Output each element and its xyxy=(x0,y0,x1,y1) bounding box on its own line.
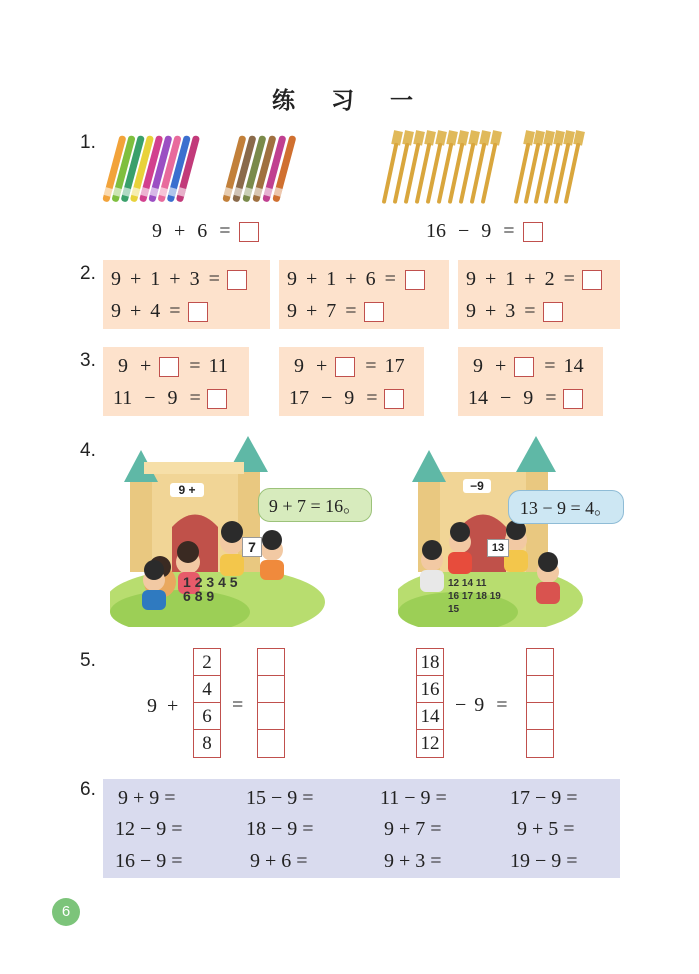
q4-right-held-card: 13 xyxy=(487,539,509,557)
q2-p1-line2 xyxy=(111,300,208,323)
q6-r2-c4: 9 + 5 = xyxy=(517,818,575,840)
q4-left-card: 8 xyxy=(194,588,203,604)
q4-left-card: 3 xyxy=(206,574,215,590)
q3-p1-l1-a: 9 xyxy=(118,355,128,377)
q2-p2-l1-t0: 9 xyxy=(287,268,297,290)
q2-p1-l1-t2: 1 xyxy=(150,268,161,290)
q2-p1-l2-t1: + xyxy=(130,300,142,322)
q3-p2-l2-b: 9 xyxy=(344,387,355,409)
q3-p2-l2-eq: = xyxy=(366,387,378,409)
q3-p1-l2-eq: = xyxy=(189,387,201,409)
q6-r2-c3: 9 + 7 = xyxy=(384,818,442,840)
q2-p1-l1-t1: + xyxy=(130,268,142,290)
q5-right-cell: 18 xyxy=(417,649,443,676)
q3-p2-l2-a: 17 xyxy=(289,387,309,409)
q2-p1-l1-t5: = xyxy=(208,268,220,290)
q2-p2-l1-answer-box[interactable] xyxy=(405,270,425,290)
q2-p1-l2-t3: = xyxy=(169,300,181,322)
q1-right-op: − xyxy=(458,220,470,242)
q5-left-cell: 2 xyxy=(194,649,220,676)
q4-left-card: 9 xyxy=(206,588,215,604)
q1-left-a: 9 xyxy=(152,220,162,242)
q4-left-card: 5 xyxy=(229,574,238,590)
q3-p3-l2-b: 9 xyxy=(523,387,534,409)
q2-p3-l1-answer-box[interactable] xyxy=(582,270,602,290)
q3-p2-line1 xyxy=(294,355,405,378)
q2-p3-l1-t5: = xyxy=(563,268,575,290)
q2-p1-line1 xyxy=(111,268,247,291)
q5-left-cell: 8 xyxy=(202,733,212,754)
q6-r1-c3: 11 − 9 = xyxy=(380,787,447,809)
q5-right-answer-cell[interactable] xyxy=(527,703,553,730)
q2-p2-l2-t0: 9 xyxy=(287,300,297,322)
q4-right-card: 11 xyxy=(475,578,487,589)
q3-p3-l2-op: − xyxy=(500,387,512,409)
q2-p3-l1-t3: + xyxy=(524,268,536,290)
q5-left-equals: = xyxy=(232,694,244,716)
q3-p3-l2-eq: = xyxy=(545,387,557,409)
q4-left-card: 4 xyxy=(218,574,226,590)
q2-p2-l1-t5: = xyxy=(384,268,396,290)
q5-left-a: 9 xyxy=(147,695,157,717)
q5-left-answer-cell[interactable] xyxy=(258,703,284,730)
q4-left-held-card: 7 xyxy=(242,537,262,557)
q3-p3-l1-a: 9 xyxy=(473,355,483,377)
q4-left-card: 6 xyxy=(183,588,191,604)
question-number-1: 1. xyxy=(80,132,96,153)
q4-left-card: 1 xyxy=(183,574,191,590)
q6-r3-c4: 19 − 9 = xyxy=(510,850,578,872)
q4-right-speech-bubble: 13 − 9 = 4。 xyxy=(508,490,624,524)
q2-p2-line2 xyxy=(287,300,384,323)
q4-right-card: 17 xyxy=(461,591,474,602)
q3-p1-l2-b: 9 xyxy=(167,387,178,409)
q4-left-speech-bubble: 9 + 7 = 16。 xyxy=(258,488,372,522)
question-number-5: 5. xyxy=(80,650,96,671)
q5-left-cell: 6 xyxy=(194,703,220,730)
q1-right-b: 9 xyxy=(481,220,492,242)
q5-right-b: 9 xyxy=(474,694,485,716)
q5-right-cell: 16 xyxy=(417,676,443,703)
q2-p1-l1-answer-box[interactable] xyxy=(227,270,247,290)
q5-left-answer-cell[interactable] xyxy=(258,730,284,757)
q3-p2-l2-answer-box[interactable] xyxy=(384,389,404,409)
q1-left-b: 6 xyxy=(197,220,208,242)
q2-p1-l2-t0: 9 xyxy=(111,300,121,322)
q6-r2-c1: 12 − 9 = xyxy=(115,818,183,840)
q4-right-castle-sign: −9 xyxy=(463,479,491,493)
q4-right-card: 19 xyxy=(489,591,501,602)
q5-left-cell: 4 xyxy=(194,676,220,703)
q5-left-column xyxy=(193,648,221,758)
q1-left-equals: = xyxy=(219,220,231,242)
q2-p3-l1-t1: + xyxy=(485,268,497,290)
q5-right-answer-cell[interactable] xyxy=(527,676,553,703)
q2-p2-l1-t4: 6 xyxy=(365,268,376,290)
question-number-3: 3. xyxy=(80,350,96,371)
q3-p1-l2-answer-box[interactable] xyxy=(207,389,227,409)
q2-p2-l2-answer-box[interactable] xyxy=(364,302,384,322)
page-title: 练 习 一 xyxy=(271,88,427,114)
q1-left-op: + xyxy=(174,220,186,242)
q2-p1-l1-t3: + xyxy=(169,268,181,290)
q3-p2-l2-op: − xyxy=(321,387,333,409)
q2-p2-l2-t2: 7 xyxy=(326,300,337,322)
q3-p1-l1-answer-box[interactable] xyxy=(159,357,179,377)
toothbrush xyxy=(511,130,535,204)
q6-r1-c1: 9 + 9 = xyxy=(118,787,176,809)
q6-r1-c4: 17 − 9 = xyxy=(510,787,578,809)
q2-p3-l2-t2: 3 xyxy=(505,300,516,322)
q3-p1-l1-result: 11 xyxy=(208,355,228,377)
q2-p2-l1-t1: + xyxy=(306,268,318,290)
q2-p1-l1-t4: 3 xyxy=(189,268,200,290)
q4-right-card: 12 xyxy=(448,578,460,589)
q1-right-answer-box[interactable] xyxy=(523,222,543,242)
q3-p1-l1-eq: = xyxy=(189,355,201,377)
q4-right-card: 14 xyxy=(461,578,474,589)
q5-left-op: + xyxy=(167,695,179,717)
q3-p2-line2 xyxy=(289,387,404,410)
q5-right-column xyxy=(416,648,444,758)
q3-p1-l2-op: − xyxy=(144,387,156,409)
q3-p3-line1 xyxy=(473,355,584,378)
q2-p1-l1-t0: 9 xyxy=(111,268,121,290)
q3-p3-line2 xyxy=(468,387,583,410)
q2-p3-l1-t4: 2 xyxy=(544,268,555,290)
q3-p2-l1-result: 17 xyxy=(384,355,405,377)
q2-p3-l1-t0: 9 xyxy=(466,268,476,290)
q3-p2-l1-a: 9 xyxy=(294,355,304,377)
q3-p2-l1-answer-box[interactable] xyxy=(335,357,355,377)
q4-right-card: 18 xyxy=(475,591,487,602)
q6-r2-c2: 18 − 9 = xyxy=(246,818,314,840)
q6-r3-c1: 16 − 9 = xyxy=(115,850,183,872)
crayons-illustration xyxy=(100,124,310,210)
q5-right-op: − xyxy=(455,694,467,716)
q4-right-card: 16 xyxy=(448,591,460,602)
q6-r3-c2: 9 + 6 = xyxy=(250,850,308,872)
q5-right-expression xyxy=(455,694,508,717)
q2-p1-l2-answer-box[interactable] xyxy=(188,302,208,322)
q3-p3-l2-answer-box[interactable] xyxy=(563,389,583,409)
q2-p3-l2-t3: = xyxy=(524,300,536,322)
q2-p2-l1-t2: 1 xyxy=(326,268,337,290)
q5-left-answer-cell[interactable] xyxy=(258,676,284,703)
q3-p3-l2-a: 14 xyxy=(468,387,488,409)
q3-p3-l1-op: + xyxy=(495,355,507,377)
q1-right-a: 16 xyxy=(426,220,446,242)
q5-right-cell: 12 xyxy=(420,733,440,754)
q5-left-answer-column[interactable] xyxy=(257,648,285,758)
q2-p2-l2-t3: = xyxy=(345,300,357,322)
q3-p1-line1 xyxy=(118,355,228,378)
q3-p2-l1-eq: = xyxy=(365,355,377,377)
q5-right-equals: = xyxy=(496,694,508,716)
q2-p3-l2-answer-box[interactable] xyxy=(543,302,563,322)
q2-p3-l2-t0: 9 xyxy=(466,300,476,322)
question-number-2: 2. xyxy=(80,263,96,284)
q5-right-answer-cell[interactable] xyxy=(527,730,553,757)
q5-right-answer-cell[interactable] xyxy=(527,649,553,676)
question-number-4: 4. xyxy=(80,440,96,461)
q3-p3-l1-eq: = xyxy=(544,355,556,377)
q5-right-cell: 14 xyxy=(417,703,443,730)
question-number-6: 6. xyxy=(80,779,96,800)
q1-right-equals: = xyxy=(503,220,515,242)
q4-right-card: 15 xyxy=(448,604,460,615)
q1-left-equation xyxy=(152,220,259,243)
q4-left-castle-sign: 9 + xyxy=(170,483,204,497)
q5-left-operand xyxy=(147,695,178,718)
q4-left-card: 2 xyxy=(194,574,203,590)
q3-p3-l1-answer-box[interactable] xyxy=(514,357,534,377)
toothbrush xyxy=(380,130,403,204)
q1-right-equation xyxy=(426,220,543,243)
q1-left-answer-box[interactable] xyxy=(239,222,259,242)
q2-p2-line1 xyxy=(287,268,425,291)
q2-p3-l2-t1: + xyxy=(485,300,497,322)
q4-left-cards xyxy=(183,575,263,603)
q3-p1-line2 xyxy=(113,387,227,410)
q5-left-answer-cell[interactable] xyxy=(258,649,284,676)
q6-r1-c2: 15 − 9 = xyxy=(246,787,314,809)
q2-p3-line2 xyxy=(466,300,563,323)
q5-right-answer-column[interactable] xyxy=(526,648,554,758)
q2-p1-l2-t2: 4 xyxy=(150,300,161,322)
q2-p3-line1 xyxy=(466,268,602,291)
q2-p2-l1-t3: + xyxy=(345,268,357,290)
q2-p3-l1-t2: 1 xyxy=(505,268,516,290)
q3-p1-l2-a: 11 xyxy=(113,387,133,409)
q6-r3-c3: 9 + 3 = xyxy=(384,850,442,872)
q2-p2-l2-t1: + xyxy=(306,300,318,322)
q3-p1-l1-op: + xyxy=(140,355,152,377)
q3-p3-l1-result: 14 xyxy=(563,355,584,377)
q3-p2-l1-op: + xyxy=(316,355,328,377)
toothbrushes-illustration xyxy=(380,124,590,210)
page-number-badge: 6 xyxy=(52,898,80,926)
q4-right-cards xyxy=(448,577,528,616)
